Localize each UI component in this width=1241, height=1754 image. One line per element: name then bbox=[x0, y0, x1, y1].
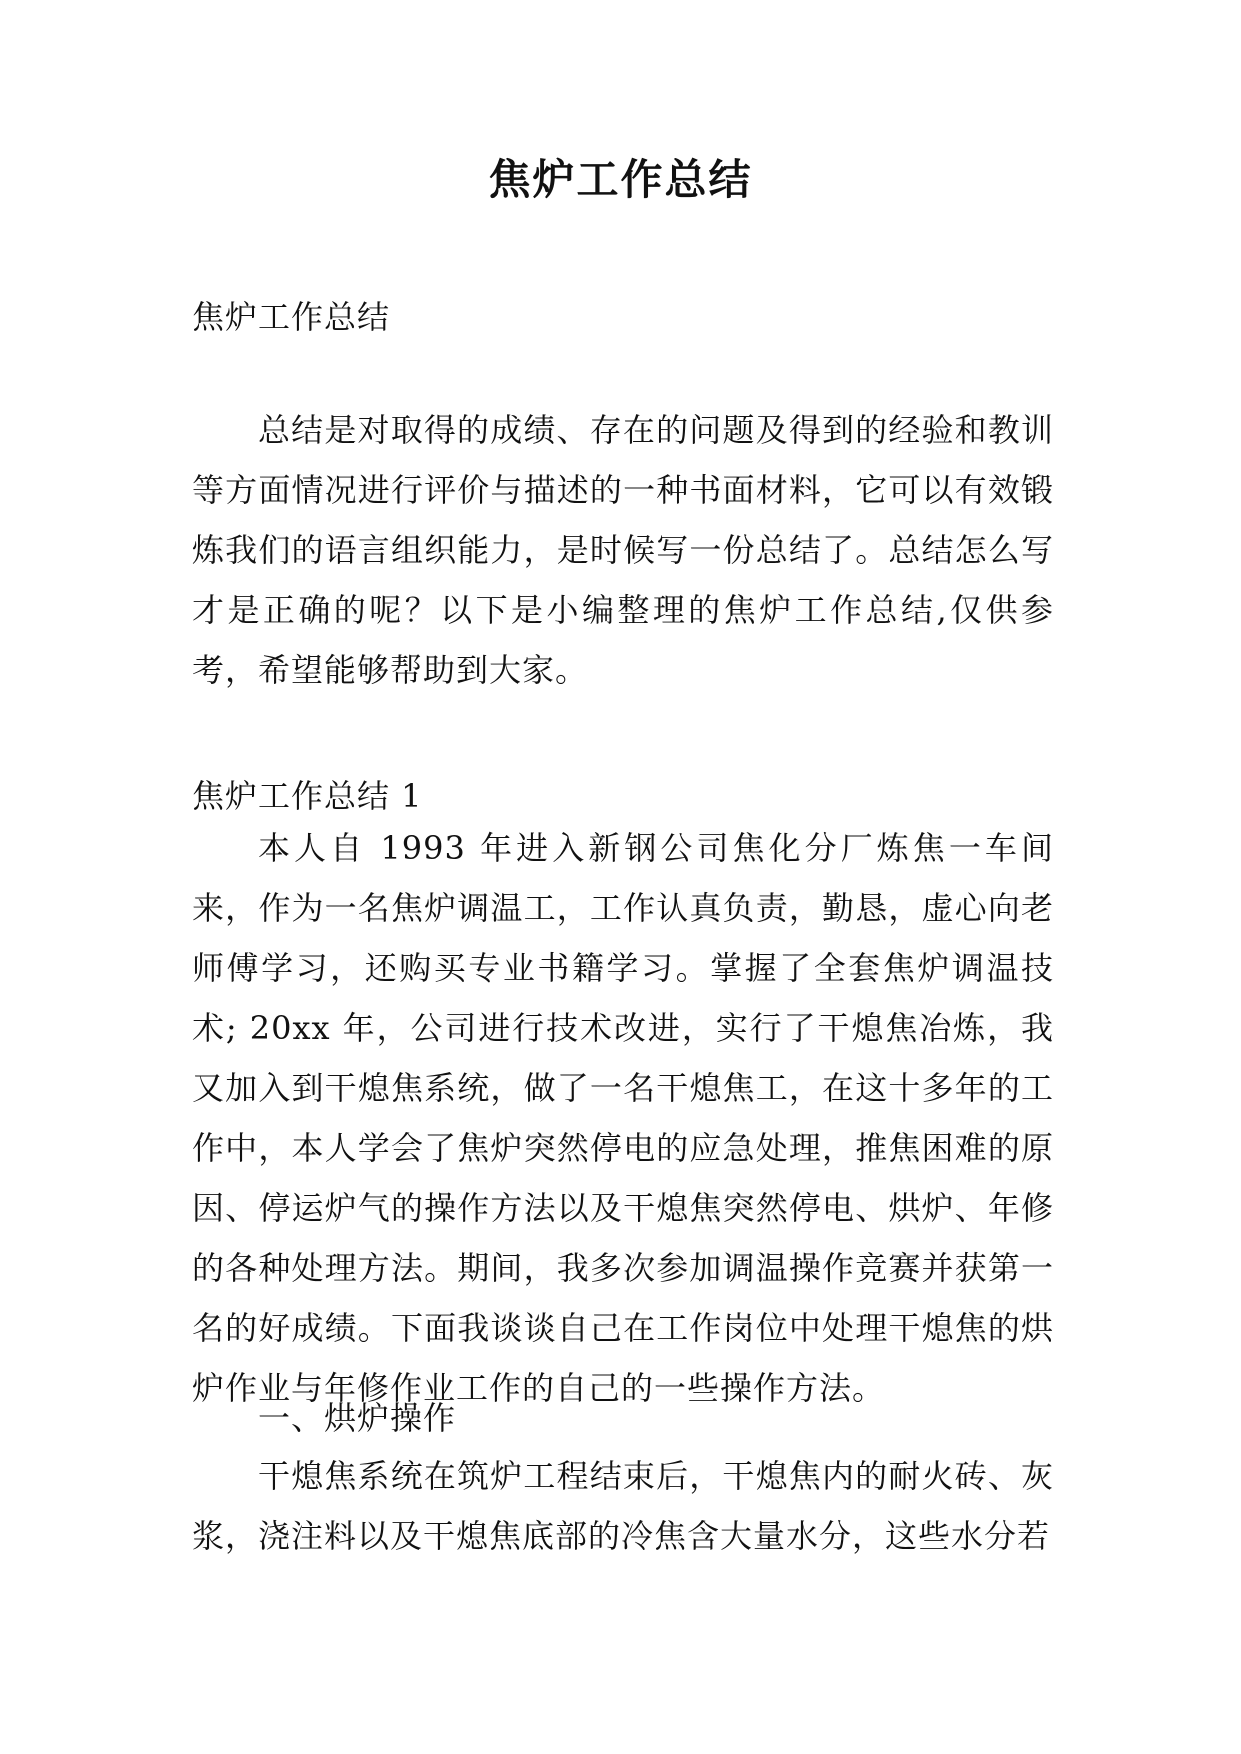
document-title: 焦炉工作总结 bbox=[488, 155, 753, 204]
body-paragraph: 干熄焦系统在筑炉工程结束后，干熄焦内的耐火砖、灰浆，浇注料以及干熄焦底部的冷焦含大量水分，这些水分若 bbox=[192, 1457, 1054, 1555]
body-paragraph: 本人自 1993 年进入新钢公司焦化分厂炼焦一车间来，作为一名焦炉调温工，工作认真负责，勤恳，虚心向老师傅学习，还购买专业书籍学习。掌握了全套焦炉调温技术; 20xx 年，公司进行技术改进，实行了干熄焦冶炼，我又加入到干熄焦系统，做了一名干熄焦工，在这十多年的工作中，本人学会了焦炉突然停电的应急处理，推焦困难的原因、停运炉气的操作方法以及干熄焦突然停电、烘炉、年修的各种处理方法。期间，我多次参加调温操作竞赛并获第一名的好成绩。下面我谈谈自己在工作岗位中处理干熄焦的烘炉作业与年修作业工作的自己的一些操作方法。 bbox=[192, 829, 1054, 1407]
section-title: 焦炉工作总结 1 bbox=[192, 777, 423, 815]
section-heading: 一、烘炉操作 bbox=[258, 1399, 457, 1437]
intro-paragraph: 总结是对取得的成绩、存在的问题及得到的经验和教训等方面情况进行评价与描述的一种书面材料，它可以有效锻炼我们的语言组织能力，是时候写一份总结了。总结怎么写才是正确的呢？以下是小编整理的焦炉工作总结,仅供参考，希望能够帮助到大家。 bbox=[192, 411, 1054, 689]
document-subtitle: 焦炉工作总结 bbox=[192, 298, 391, 336]
